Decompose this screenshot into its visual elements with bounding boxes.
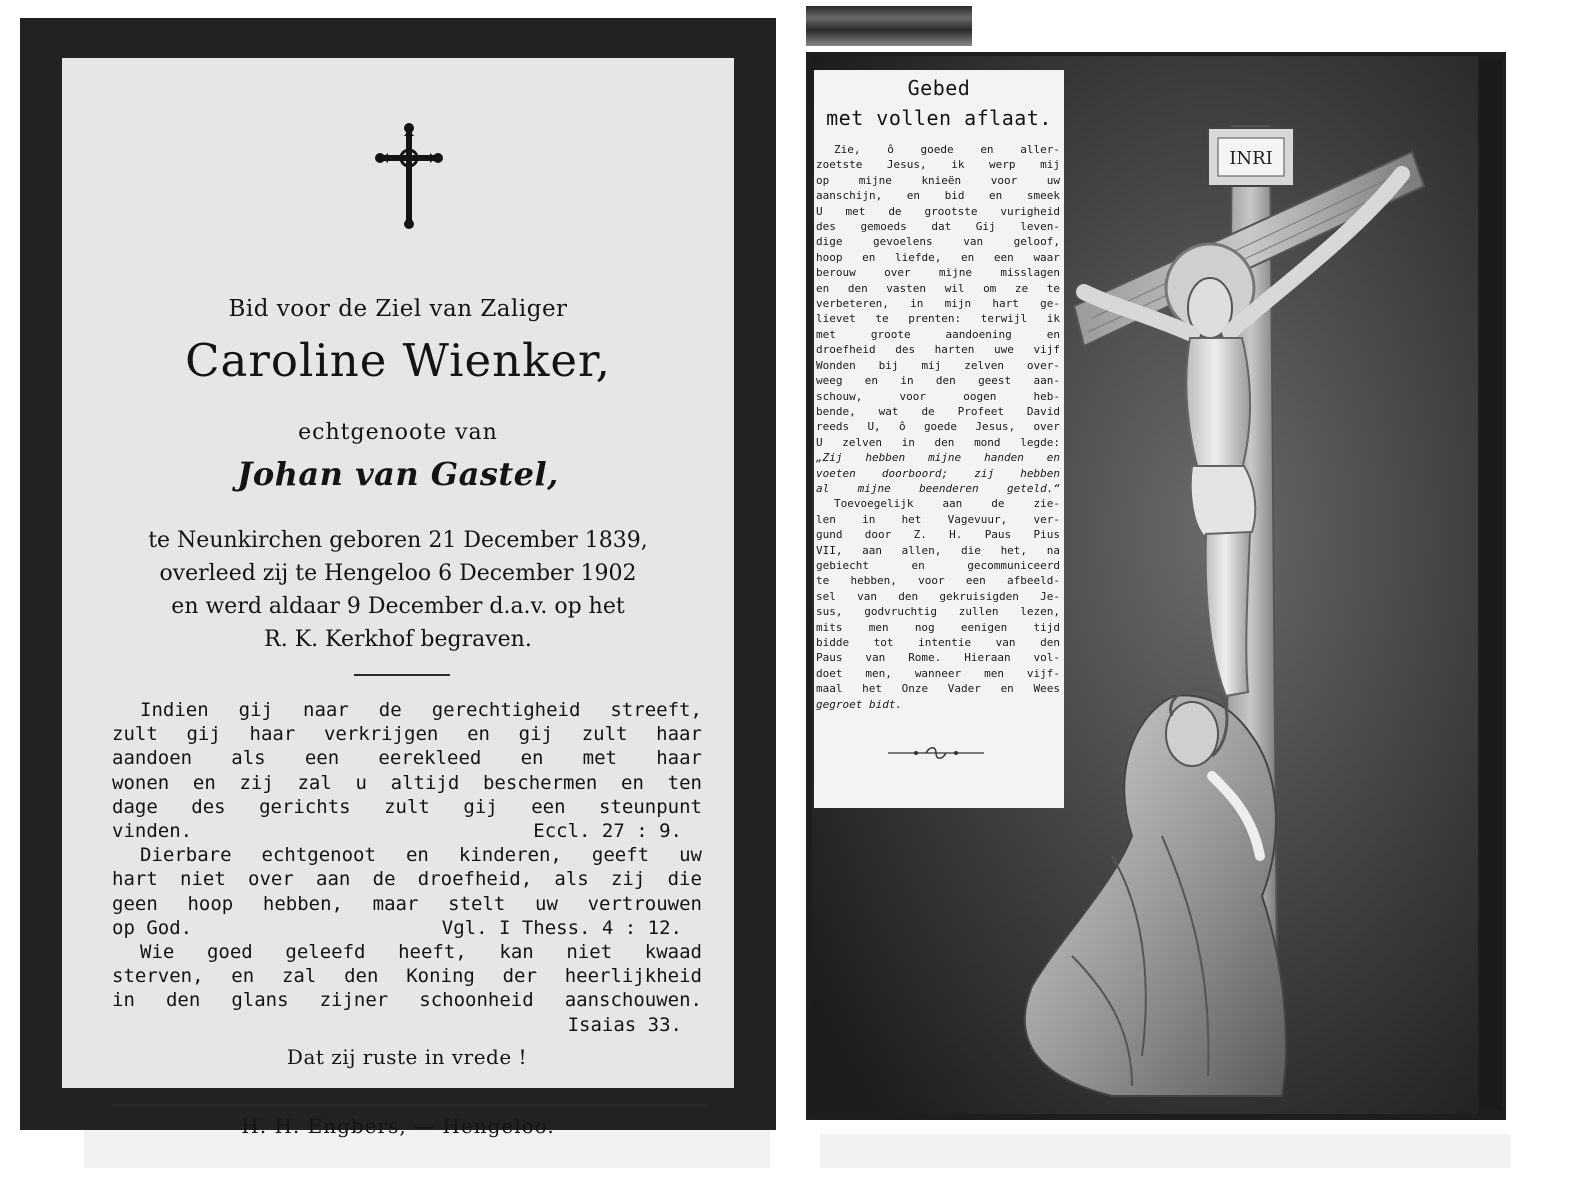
- deceased-name: Caroline Wienker,: [185, 334, 611, 387]
- prayer-line: gund door Z. H. Paus Pius: [816, 528, 1060, 542]
- prayer-line: droefheid des harten uwe vijf: [816, 343, 1060, 357]
- black-mourning-border: [1480, 60, 1502, 1110]
- prayer-line-italic: al mijne beenderen geteld.“: [816, 481, 1060, 495]
- scripture-reference: Eccl. 27 : 9.: [533, 820, 682, 843]
- paper-edge-shadow: [820, 1134, 1510, 1168]
- divider: [112, 1104, 708, 1106]
- prayer-line: gegroet bidt.: [816, 697, 903, 711]
- prayer-line: weeg en in den geest aan-: [816, 374, 1060, 388]
- prayer-line: sel van den gekruisigden Je-: [816, 589, 1060, 603]
- prayer-line: op mijne knieën voor uw: [816, 173, 1060, 187]
- prayer-line: berouw over mijne misslagen: [816, 266, 1060, 280]
- spouse-of-label: echtgenoote van: [298, 420, 498, 445]
- quote-line: zult gij haar verkrijgen en gij zult haar: [112, 723, 702, 746]
- scripture-reference: Isaias 33.: [567, 1013, 682, 1036]
- prayer-title: Gebed: [907, 76, 971, 100]
- prayer-subtitle: met vollen aflaat.: [826, 106, 1052, 130]
- quote-line: dage des gerichts zult gij een steunpunt: [112, 795, 702, 818]
- prayer-body: [816, 142, 1060, 712]
- card-paper: [62, 58, 734, 1138]
- divider: [354, 674, 450, 676]
- prayer-line: te hebben, voor een afbeeld-: [816, 574, 1060, 588]
- prayer-line: dige gevoelens van geloof,: [816, 235, 1060, 249]
- indulgence-prayer: [814, 70, 1064, 808]
- prayer-line: Paus van Rome. Hieraan vol-: [816, 651, 1060, 665]
- prayer-line: reeds U, ô goede Jesus, over: [816, 420, 1060, 434]
- prayer-line: met groote aandoening en: [816, 327, 1060, 341]
- prayer-line: mits men nog eenigen tijd: [816, 620, 1060, 634]
- prayer-line: hoop en liefde, en een waar: [816, 250, 1060, 264]
- bio-line: te Neunkirchen geboren 21 December 1839,: [148, 528, 648, 553]
- prayer-line: bidde tot intentie van den: [816, 636, 1060, 649]
- inri-plaque: INRI: [1229, 148, 1273, 169]
- ornament-icon: [886, 744, 986, 762]
- prayer-line: len in het Vagevuur, ver-: [816, 512, 1060, 526]
- prayer-line: schouw, voor oogen heb-: [816, 389, 1060, 403]
- prayer-line-italic: „Zij hebben mijne handen en: [816, 451, 1060, 465]
- quote-line: Wie goed geleefd heeft, kan niet kwaad: [140, 941, 702, 964]
- quote-line-with-ref: [112, 819, 702, 843]
- quote-line: in den glans zijner schoonheid aanschouwen.: [112, 989, 702, 1012]
- prayer-line: Toevoegelijk aan de zie-: [834, 497, 1060, 511]
- quote-line: op God.: [112, 916, 193, 939]
- prayer-line: sus, godvruchtig zullen lezen,: [816, 605, 1060, 619]
- quote-line: Indien gij naar de gerechtigheid streeft,: [140, 699, 702, 721]
- prayer-heading: Bid voor de Ziel van Zaliger: [228, 296, 568, 322]
- quote-line: Dierbare echtgenoot en kinderen, geeft uw: [140, 844, 702, 867]
- prayer-line: Wonden bij mij zelven over-: [816, 358, 1060, 372]
- rest-in-peace: Dat zij ruste in vrede !: [286, 1044, 528, 1069]
- cross-icon: [374, 122, 444, 232]
- scripture-reference: Vgl. I Thess. 4 : 12.: [441, 916, 682, 939]
- prayer-line: bende, wat de Profeet David: [816, 404, 1060, 418]
- prayer-line: en den vasten wil om ze te: [816, 281, 1060, 295]
- bio-line: overleed zij te Hengeloo 6 December 1902: [159, 561, 637, 586]
- quote-line: sterven, en zal den Koning der heerlijkheid: [112, 965, 702, 988]
- prayer-line: zoetste Jesus, ik werp mij: [816, 158, 1060, 172]
- bio-line: en werd aldaar 9 December d.a.v. op het: [171, 594, 625, 619]
- paper-strip: [806, 6, 972, 46]
- prayer-line: verbeteren, in mijn hart ge-: [816, 297, 1060, 311]
- bio-line: R. K. Kerkhof begraven.: [264, 627, 532, 652]
- prayer-line: U met de grootste vurigheid: [816, 204, 1060, 218]
- prayer-line: U zelven in den mond legde:: [816, 435, 1060, 449]
- prayer-line: gebiecht en gecommuniceerd: [816, 558, 1060, 572]
- printer-imprint: H. H. Engbers, — Hengeloo.: [241, 1114, 555, 1138]
- quote-line-with-ref: [112, 916, 702, 940]
- quote-line: vinden.: [112, 820, 193, 843]
- prayer-line: VII, aan allen, die het, na: [816, 543, 1060, 557]
- prayer-line: doet men, wanneer men vijf-: [816, 666, 1060, 680]
- spouse-name: Johan van Gastel,: [237, 455, 559, 493]
- biography: [62, 524, 734, 656]
- prayer-line: des gemoeds dat Gij leven-: [816, 220, 1060, 234]
- prayer-line: aanschijn, en bid en smeek: [816, 189, 1060, 203]
- memorial-card-front: [20, 18, 776, 1138]
- quote-line: hart niet over aan de droefheid, als zij die: [112, 868, 702, 891]
- quote-line: geen hoop hebben, maar stelt uw vertrouwen: [112, 892, 702, 915]
- scripture-quotes: [112, 698, 702, 1069]
- prayer-line: lievet te prenten: terwijl ik: [816, 312, 1060, 326]
- quote-line: wonen en zij zal u altijd beschermen en ten: [112, 771, 702, 794]
- prayer-line-italic: voeten doorboord; zij hebben: [816, 466, 1060, 480]
- quote-line: aandoen als een eerekleed en met haar: [112, 747, 702, 770]
- prayer-line: Zie, ô goede en aller-: [834, 143, 1060, 156]
- prayer-line: maal het Onze Vader en Wees: [816, 682, 1060, 696]
